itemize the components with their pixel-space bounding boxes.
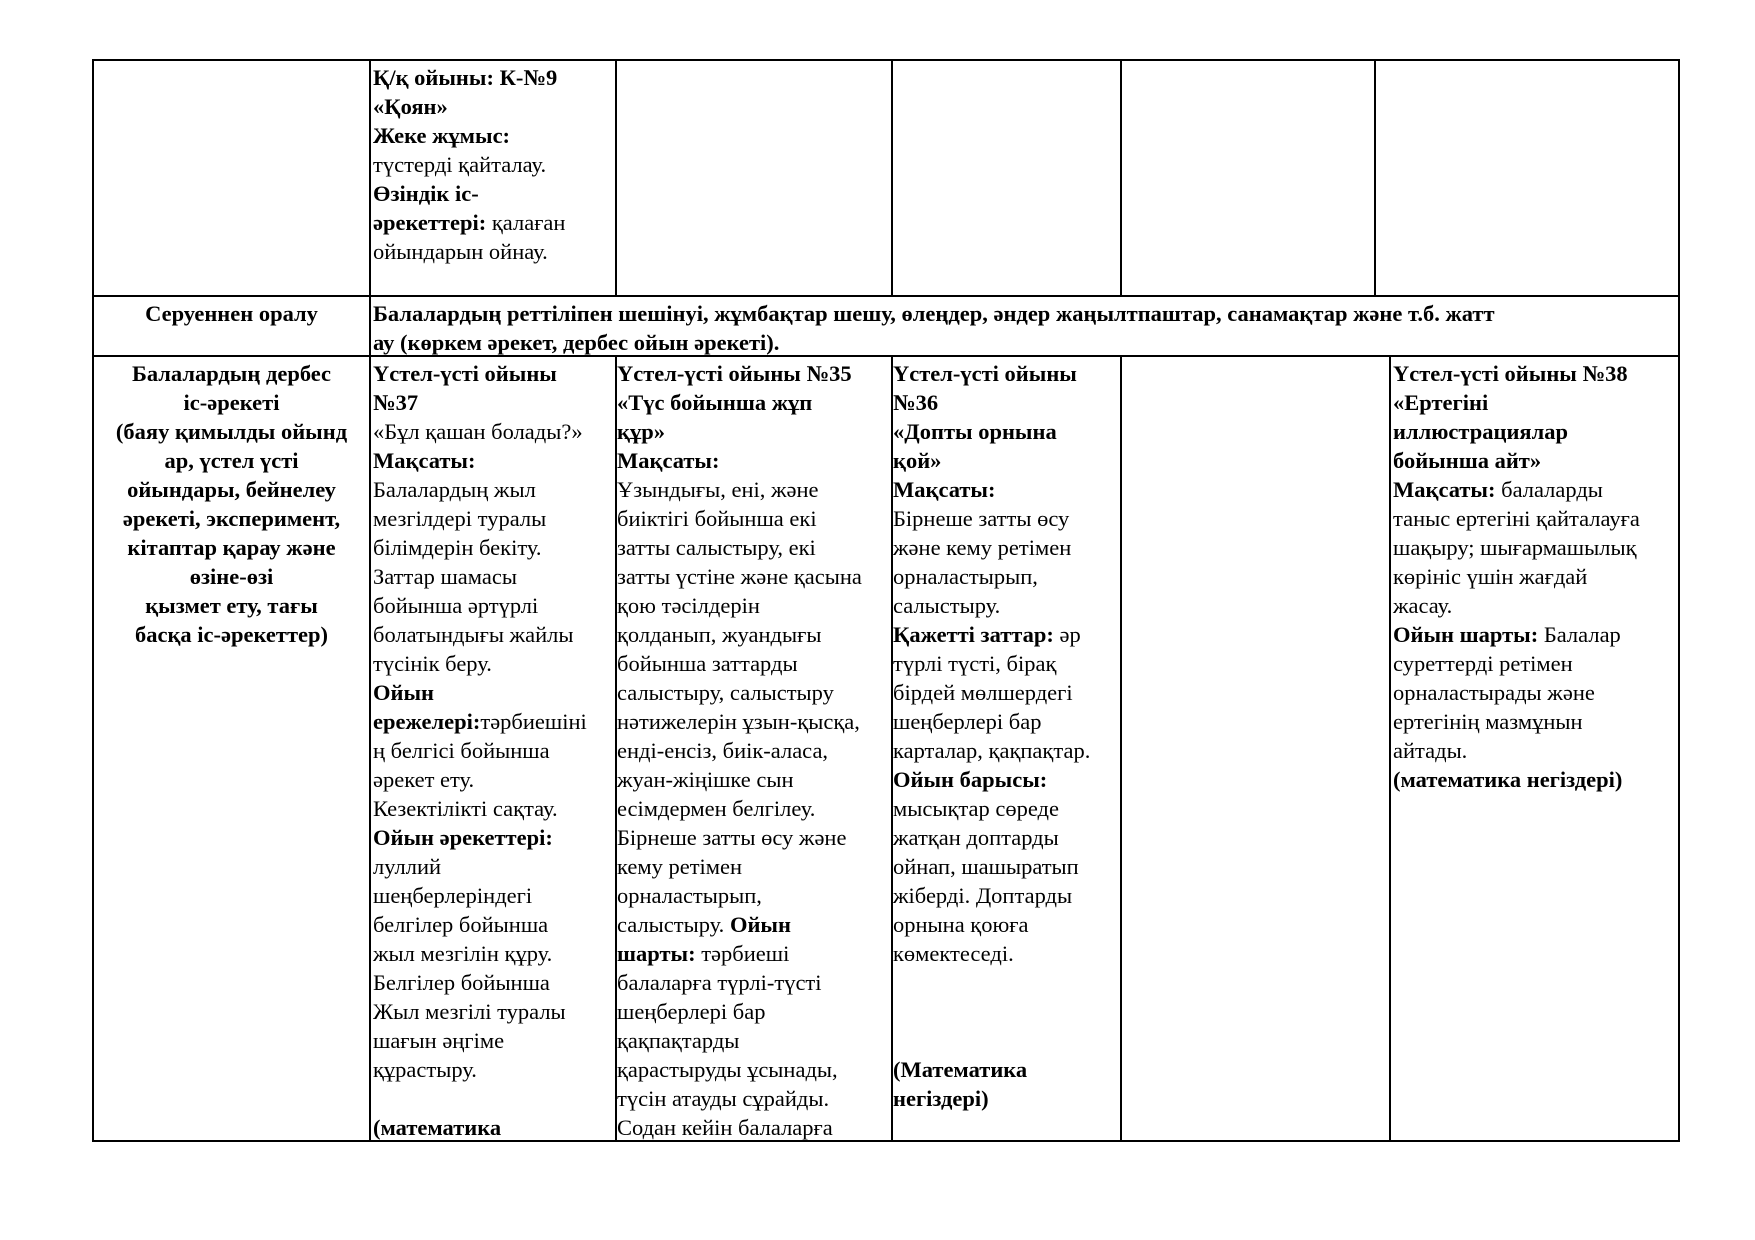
text-line	[1393, 591, 1640, 620]
bold-text-segment: Үстел-үсті ойыны №35	[617, 361, 852, 386]
text-line	[373, 1055, 587, 1084]
bold-text-segment: ар, үстел үсті	[164, 448, 299, 473]
text-segment: орналастырып,	[617, 883, 762, 908]
text-line	[373, 620, 587, 649]
text-segment: болатындығы жайлы	[373, 622, 574, 647]
text-segment: қарастыруды ұсынады,	[617, 1057, 838, 1082]
text-line	[373, 997, 587, 1026]
text-line	[373, 1113, 587, 1142]
text-line	[94, 562, 369, 591]
text-segment: нәтижелерін ұзын-қысқа,	[617, 709, 860, 734]
text-segment: шеңберлері бар	[893, 709, 1042, 734]
text-line	[617, 1084, 862, 1113]
text-segment: жіберді. Доптарды	[893, 883, 1073, 908]
text-line	[617, 997, 862, 1026]
text-line	[617, 591, 862, 620]
text-line	[893, 1055, 1090, 1084]
text-line	[617, 533, 862, 562]
text-segment: түсін атауды сұрайды.	[617, 1086, 830, 1111]
bold-text-segment: ойындары, бейнелеу	[127, 477, 336, 502]
bold-text-segment: ережелері:	[373, 709, 481, 734]
text-segment: тәрбиеші	[695, 941, 790, 966]
bold-text-segment: Мақсаты:	[893, 477, 996, 502]
bold-text-segment: Балалардың дербес	[131, 361, 332, 386]
bold-text-segment: ау (көркем әрекет, дербес ойын әрекеті).	[373, 330, 780, 355]
text-line	[617, 910, 862, 939]
text-line	[373, 533, 587, 562]
text-line	[617, 446, 862, 475]
text-line	[617, 881, 862, 910]
text-segment: Жыл мезгілі туралы	[373, 999, 566, 1024]
row2-label-cell	[94, 299, 369, 328]
text-line	[893, 765, 1090, 794]
text-segment: қолданып, жуандығы	[617, 622, 822, 647]
row3-label-cell	[94, 359, 369, 649]
text-segment: шақыру; шығармашылық	[1393, 535, 1637, 560]
text-line	[94, 359, 369, 388]
text-line	[1393, 736, 1640, 765]
text-segment: шеңберлері бар	[617, 999, 766, 1024]
text-line	[373, 765, 587, 794]
text-segment: ң белгісі бойынша	[373, 738, 550, 763]
text-line	[1393, 388, 1640, 417]
text-segment: Балалардың жыл	[373, 477, 536, 502]
text-line	[373, 591, 587, 620]
text-line	[94, 591, 369, 620]
text-line	[617, 504, 862, 533]
text-line	[373, 150, 565, 179]
text-segment: затты салыстыру, екі	[617, 535, 816, 560]
text-line	[1393, 533, 1640, 562]
row1-activity-cell	[373, 63, 565, 266]
text-segment: білімдерін бекіту.	[373, 535, 542, 560]
text-line	[893, 446, 1090, 475]
bold-text-segment: шарты:	[617, 941, 696, 966]
bold-text-segment: Қажетті заттар:	[893, 622, 1054, 647]
text-line	[373, 299, 1495, 328]
text-segment: балаларды	[1495, 477, 1603, 502]
text-line	[373, 475, 587, 504]
text-segment: айтады.	[1393, 738, 1468, 763]
text-line	[1393, 707, 1640, 736]
text-line	[373, 417, 587, 446]
text-line	[1393, 765, 1640, 794]
bold-text-segment: «Қоян»	[373, 94, 448, 119]
text-segment: шеңберлеріндегі	[373, 883, 533, 908]
text-segment: «Бұл қашан болады?»	[373, 419, 583, 444]
text-line	[373, 1084, 587, 1113]
text-line	[617, 1055, 862, 1084]
col-divider-4-bottom	[1120, 355, 1122, 1142]
text-line	[373, 649, 587, 678]
text-segment: Балалар	[1538, 622, 1621, 647]
bold-text-segment: негіздері)	[893, 1086, 989, 1111]
text-line	[94, 533, 369, 562]
bold-text-segment: Ойын шарты:	[1393, 622, 1539, 647]
bold-text-segment: Мақсаты:	[373, 448, 476, 473]
text-segment: салыстыру.	[893, 593, 1001, 618]
text-segment: көрініс үшін жағдай	[1393, 564, 1588, 589]
text-segment: орналастырады және	[1393, 680, 1595, 705]
bold-text-segment: Үстел-үсті ойыны	[373, 361, 557, 386]
text-segment: жуан-жіңішке сын	[617, 767, 794, 792]
text-segment: мезгілдері туралы	[373, 506, 547, 531]
text-line	[94, 417, 369, 446]
bold-text-segment: әрекеті, эксперимент,	[122, 506, 341, 531]
text-line	[617, 475, 862, 504]
bold-text-segment: №37	[373, 390, 419, 415]
text-line	[617, 736, 862, 765]
bold-text-segment: іс-әрекеті	[183, 390, 280, 415]
text-segment: орналастырып,	[893, 564, 1038, 589]
text-line	[94, 446, 369, 475]
col-divider-3-top	[891, 59, 893, 297]
text-line	[1393, 562, 1640, 591]
text-line	[893, 649, 1090, 678]
text-line	[617, 823, 862, 852]
text-line	[893, 823, 1090, 852]
text-segment: жасау.	[1393, 593, 1453, 618]
bold-text-segment: «Түс бойынша жұп	[617, 390, 813, 415]
text-segment: түстерді қайталау.	[373, 152, 547, 177]
col-divider-2-top	[615, 59, 617, 297]
bold-text-segment: басқа іс-әрекеттер)	[134, 622, 329, 647]
text-segment: Содан кейін балаларға	[617, 1115, 833, 1140]
bold-text-segment: Мақсаты:	[617, 448, 720, 473]
text-line	[893, 620, 1090, 649]
text-segment: шағын әңгіме	[373, 1028, 505, 1053]
text-line	[893, 1084, 1090, 1113]
text-segment: суреттерді ретімен	[1393, 651, 1573, 676]
bold-text-segment: Қ/қ ойыны: К-№9	[373, 65, 558, 90]
text-segment: карталар, қақпақтар.	[893, 738, 1091, 763]
bold-text-segment: Ойын	[729, 912, 791, 937]
col-divider-1	[369, 59, 371, 1142]
text-line	[1393, 359, 1640, 388]
text-line	[893, 417, 1090, 446]
text-line	[617, 852, 862, 881]
text-line	[1393, 678, 1640, 707]
bold-text-segment: Ойын	[373, 680, 434, 705]
text-line	[1393, 649, 1640, 678]
bold-text-segment: (баяу қимылды ойынд	[115, 419, 348, 444]
bold-text-segment: «Допты орнына	[893, 419, 1057, 444]
text-line	[94, 620, 369, 649]
row3-game35-cell	[617, 359, 862, 1142]
text-line	[617, 649, 862, 678]
text-line	[373, 92, 565, 121]
text-line	[893, 707, 1090, 736]
bold-text-segment: бойынша айт»	[1393, 448, 1542, 473]
bold-text-segment: қой»	[893, 448, 942, 473]
text-line	[893, 794, 1090, 823]
bold-text-segment: Ойын барысы:	[893, 767, 1048, 792]
text-segment: ойнап, шашыратып	[893, 854, 1079, 879]
text-line	[373, 852, 587, 881]
row2-content-cell	[373, 299, 1495, 357]
text-line	[617, 620, 862, 649]
text-segment: әр	[1053, 622, 1081, 647]
text-line	[1393, 620, 1640, 649]
text-line	[1393, 446, 1640, 475]
text-line	[893, 504, 1090, 533]
text-line	[617, 794, 862, 823]
text-segment: орнына қоюға	[893, 912, 1029, 937]
bold-text-segment: Ойын әрекеттері:	[373, 825, 553, 850]
text-line	[1393, 475, 1640, 504]
bold-text-segment: кітаптар қарау және	[127, 535, 336, 560]
bold-text-segment: Өзіндік іс-	[373, 181, 479, 206]
text-line	[373, 910, 587, 939]
text-line	[94, 388, 369, 417]
text-segment: затты үстіне және қасына	[617, 564, 862, 589]
text-line	[373, 736, 587, 765]
text-line	[373, 504, 587, 533]
text-line	[617, 417, 862, 446]
text-line	[617, 1113, 862, 1142]
bold-text-segment: «Ертегіні	[1393, 390, 1489, 415]
text-segment: бойынша заттарды	[617, 651, 798, 676]
text-segment: енді-енсіз, биік-аласа,	[617, 738, 829, 763]
bold-text-segment: (математика негіздері)	[1393, 767, 1623, 792]
text-line	[893, 475, 1090, 504]
text-segment: ойындарын ойнау.	[373, 239, 548, 264]
text-line	[94, 299, 369, 328]
text-line	[893, 881, 1090, 910]
row-divider-1	[92, 295, 1680, 297]
row3-game37-cell	[373, 359, 587, 1142]
text-line	[1393, 417, 1640, 446]
text-segment: биіктігі бойынша екі	[617, 506, 817, 531]
text-line	[373, 881, 587, 910]
text-segment: мысықтар сөреде	[893, 796, 1059, 821]
text-line	[893, 736, 1090, 765]
bold-text-segment: Серуеннен оралу	[145, 301, 318, 326]
text-segment: Белгілер бойынша	[373, 970, 550, 995]
bold-text-segment: Үстел-үсті ойыны	[893, 361, 1077, 386]
text-segment: әрекет ету.	[373, 767, 475, 792]
text-line	[373, 562, 587, 591]
bold-text-segment: Балалардың реттіліпен шешінуі, жұмбақтар шешу, өлеңдер, әндер жаңылтпаштар, санамақтар және т.б. жатт	[373, 301, 1495, 326]
text-line	[373, 446, 587, 475]
text-segment: луллий	[373, 854, 442, 879]
text-segment: жыл мезгілін құру.	[373, 941, 553, 966]
text-line	[373, 1026, 587, 1055]
bold-text-segment: Жеке жұмыс:	[373, 123, 511, 148]
text-line	[893, 939, 1090, 968]
text-line	[373, 707, 587, 736]
text-segment: түрлі түсті, бірақ	[893, 651, 1057, 676]
text-segment: Кезектілікті сақтау.	[373, 796, 558, 821]
text-line	[893, 678, 1090, 707]
text-line	[373, 823, 587, 852]
text-line	[94, 504, 369, 533]
text-segment: Ұзындығы, ені, және	[617, 477, 819, 502]
text-segment: балаларға түрлі-түсті	[617, 970, 822, 995]
text-segment: кему ретімен	[617, 854, 743, 879]
text-segment: көмектеседі.	[893, 941, 1014, 966]
text-segment: салыстыру, салыстыру	[617, 680, 834, 705]
text-line	[373, 63, 565, 92]
bold-text-segment: (математика	[373, 1115, 502, 1140]
text-line	[617, 765, 862, 794]
text-segment: белгілер бойынша	[373, 912, 549, 937]
col-divider-4-top	[1120, 59, 1122, 297]
text-segment: құрастыру.	[373, 1057, 477, 1082]
text-line	[893, 997, 1090, 1026]
text-segment: қақпақтарды	[617, 1028, 740, 1053]
text-line	[617, 939, 862, 968]
bold-text-segment: әрекеттері:	[373, 210, 487, 235]
bold-text-segment: Мақсаты:	[1393, 477, 1496, 502]
text-segment: қалаған	[486, 210, 566, 235]
text-segment: бірдей мөлшердегі	[893, 680, 1073, 705]
table-border-bottom	[92, 1140, 1680, 1142]
text-line	[893, 359, 1090, 388]
text-line	[893, 388, 1090, 417]
text-segment: қою тәсілдерін	[617, 593, 760, 618]
row3-game36-cell	[893, 359, 1090, 1113]
text-line	[373, 968, 587, 997]
bold-text-segment: құр»	[617, 419, 665, 444]
text-line	[1393, 504, 1640, 533]
text-line	[617, 968, 862, 997]
text-line	[373, 359, 587, 388]
text-line	[373, 208, 565, 237]
table-border-top	[92, 59, 1680, 61]
text-line	[617, 562, 862, 591]
text-segment: түсінік беру.	[373, 651, 492, 676]
bold-text-segment: №36	[893, 390, 939, 415]
bold-text-segment: иллюстрациялар	[1393, 419, 1568, 444]
text-line	[893, 1026, 1090, 1055]
bold-text-segment: Үстел-үсті ойыны №38	[1393, 361, 1628, 386]
text-segment: Бірнеше затты өсу және	[617, 825, 847, 850]
bold-text-segment: қызмет ету, тағы	[145, 593, 318, 618]
text-line	[893, 591, 1090, 620]
text-segment: тәрбиешіні	[480, 709, 587, 734]
text-line	[373, 794, 587, 823]
text-line	[617, 1026, 862, 1055]
text-line	[893, 852, 1090, 881]
text-line	[893, 562, 1090, 591]
text-line	[373, 328, 1495, 357]
table-border-right	[1678, 59, 1680, 1142]
text-segment: Бірнеше затты өсу	[893, 506, 1070, 531]
text-line	[617, 388, 862, 417]
bold-text-segment: (Математика	[893, 1057, 1028, 1082]
text-line	[373, 237, 565, 266]
text-segment: бойынша әртүрлі	[373, 593, 539, 618]
text-line	[373, 179, 565, 208]
text-line	[617, 678, 862, 707]
text-line	[373, 939, 587, 968]
bold-text-segment: өзіне-өзі	[189, 564, 274, 589]
col-divider-5-top	[1374, 59, 1376, 297]
col-divider-5-bottom	[1389, 355, 1391, 1142]
text-line	[893, 968, 1090, 997]
text-segment: салыстыру.	[617, 912, 730, 937]
text-line	[617, 359, 862, 388]
text-segment: және кему ретімен	[893, 535, 1072, 560]
text-line	[373, 388, 587, 417]
text-line	[373, 121, 565, 150]
text-line	[373, 678, 587, 707]
text-line	[893, 910, 1090, 939]
text-segment: таныс ертегіні қайталауға	[1393, 506, 1640, 531]
text-segment: есімдермен белгілеу.	[617, 796, 816, 821]
text-segment: жатқан доптарды	[893, 825, 1059, 850]
text-segment: Заттар шамасы	[373, 564, 517, 589]
text-line	[893, 533, 1090, 562]
text-line	[94, 475, 369, 504]
text-segment: ертегінің мазмұнын	[1393, 709, 1583, 734]
text-line	[617, 707, 862, 736]
row3-game38-cell	[1393, 359, 1640, 794]
